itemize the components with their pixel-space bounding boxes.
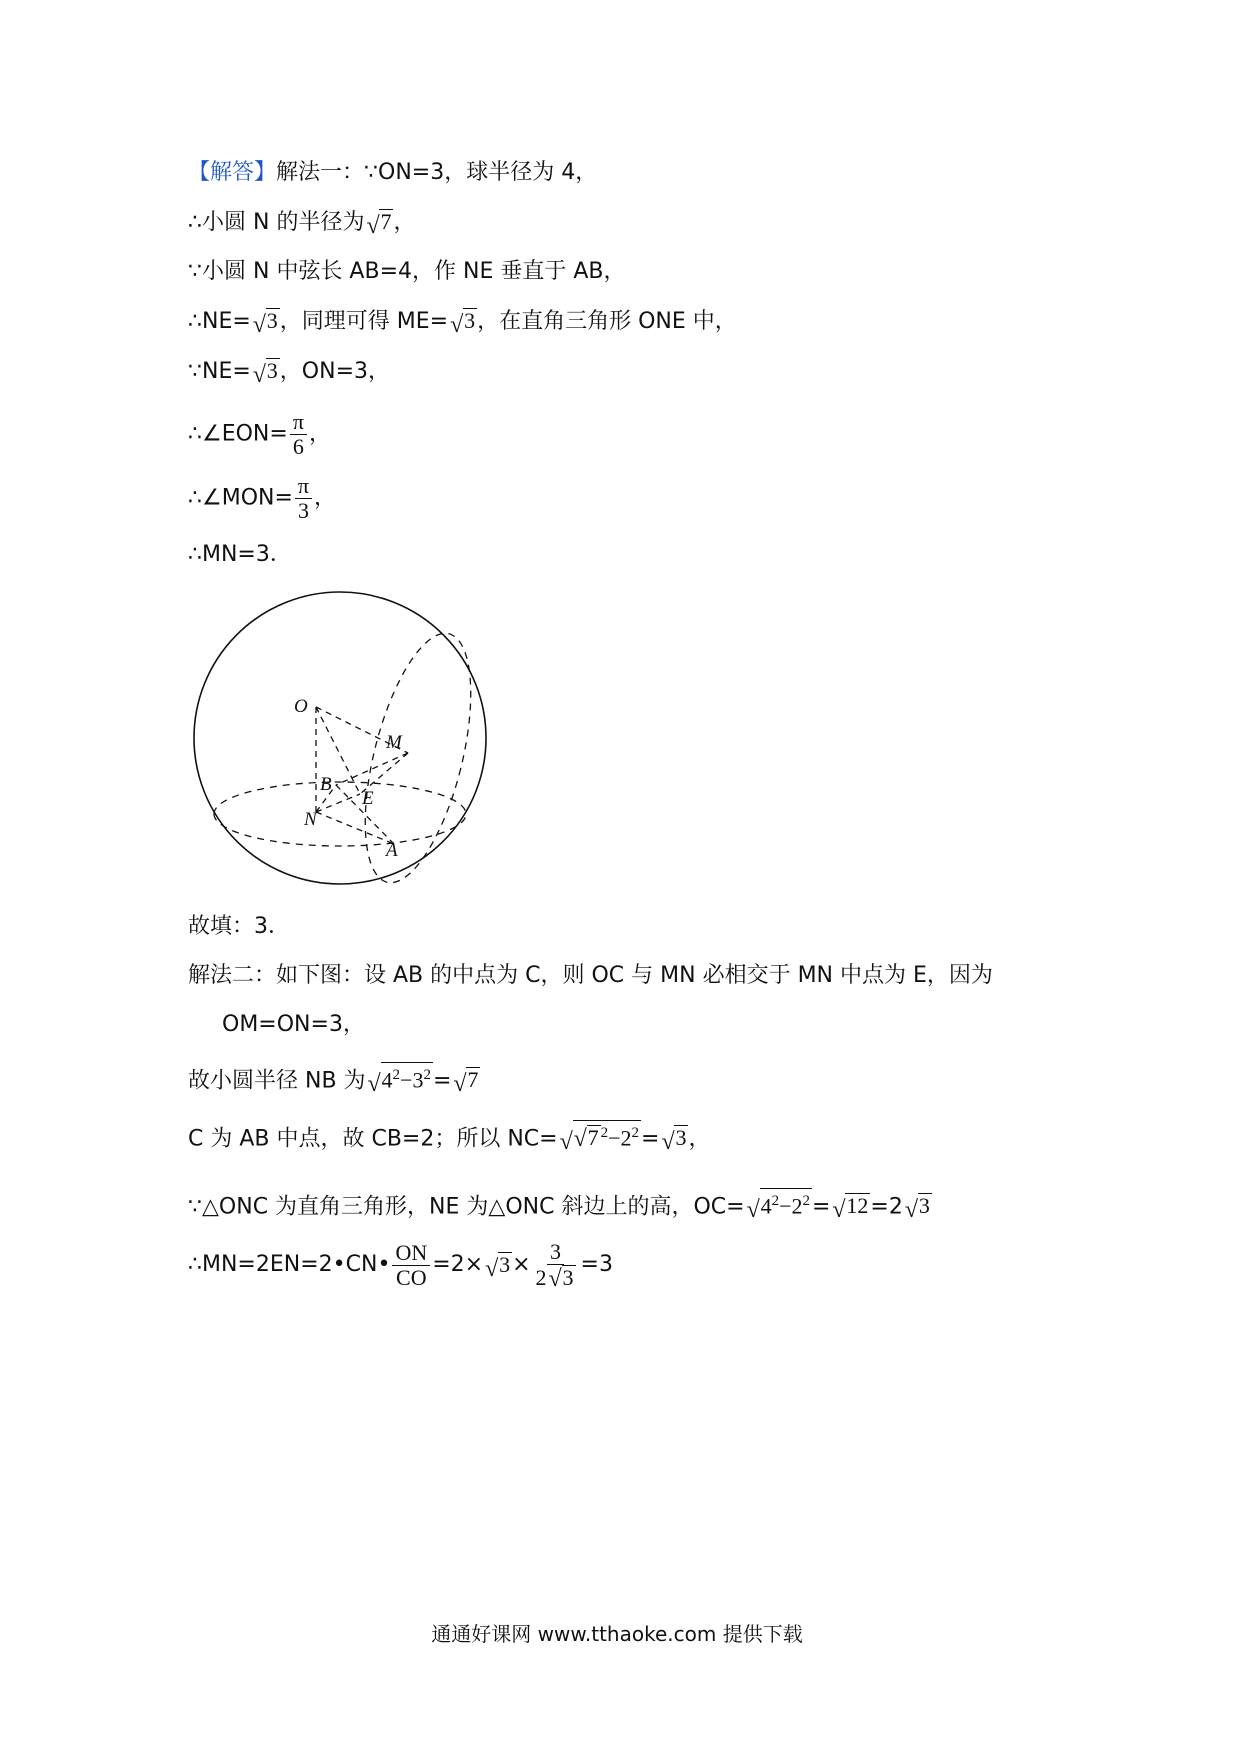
line-5-text: ∵NE= [188,359,251,384]
page-footer: 通通好课网 www.tthaoke.com 提供下载 [431,1622,803,1646]
line-4-post: ，在直角三角形 ONE 中， [477,309,737,334]
sqrt-expression: √ √ 7 $^2-2^2$ [560,1120,641,1153]
line-4-mid: ，同理可得 ME= [279,309,449,334]
sphere-figure [190,590,500,890]
sqrt-body: 3 [499,1252,511,1277]
sqrt-expression: √ 12 [832,1193,869,1224]
sqrt-expression: √ 3 [450,308,476,338]
line-4 [188,306,737,336]
sqrt-body: $4^2-3^2$ [381,1062,433,1092]
fraction [290,410,307,459]
sqrt-expression: √ 3 [904,1193,930,1224]
punct: ， [308,421,331,447]
label-O: O [294,696,308,717]
sqrt-body: 3 [464,308,476,333]
sqrt-expression: √ 3 [252,358,278,388]
fill-text: 故填：3． [188,914,290,939]
oc-line [188,1188,932,1224]
line-2-text: ∴小圆 N 的半径为 [188,210,365,235]
line-1 [188,158,597,188]
sqrt-expression: √ 7 [453,1067,479,1098]
punct: ， [393,210,416,235]
line-4-text: ∴NE= [188,309,251,334]
horizontal-circle-front [214,814,466,846]
sqrt-body: √ 7 $^2-2^2$ [573,1120,641,1150]
label-N: N [304,809,317,830]
sqrt-body: 3 [918,1193,930,1219]
equals: = [641,1126,660,1152]
mn-text: ∴MN=2EN=2•CN• [188,1252,391,1277]
method-two-line-2 [222,1010,365,1040]
sqrt-body: 12 [846,1193,869,1219]
mn-line [188,1240,613,1300]
sqrt-body: 3 [266,358,278,383]
punct: ， [314,485,337,511]
sqrt-expression: √ 3 [661,1125,687,1156]
equals-two: =2 [870,1194,903,1220]
fraction [295,474,312,523]
method-two-text: 解法二：如下图：设 AB 的中点为 C，则 OC 与 MN 必相交于 MN 中点为 E，因为 [188,963,993,988]
label-B: B [320,774,332,795]
tilted-circle [344,623,491,890]
sqrt-body: 7 [380,209,392,234]
line-5-post: ，ON=3， [279,359,391,384]
fraction [392,1241,430,1290]
line-3-text: ∵小圆 N 中弦长 AB=4，作 NE 垂直于 AB， [188,259,626,284]
nc-text: C 为 AB 中点，故 CB=2；所以 NC= [188,1126,558,1152]
sqrt-expression: √ 3 [485,1252,511,1282]
nb-text: 故小圆半径 NB 为 [188,1068,366,1094]
mn-mid: =2× [432,1252,484,1277]
equals: = [432,1068,452,1094]
line-6-text: ∴∠EON= [188,421,288,447]
fraction-numerator: 3 [547,1240,564,1265]
line-7-text: ∴∠MON= [188,485,293,511]
label-E: E [362,788,374,809]
fraction-numerator: π [290,410,307,435]
punct: ， [688,1126,711,1152]
nc-line [188,1120,710,1156]
sqrt-body: 3 [675,1125,687,1151]
method-two-text-2: OM=ON=3， [222,1012,365,1037]
sqrt-expression: √ 7 [366,209,392,239]
sqrt-body: 3 [266,308,278,333]
line-2 [188,207,415,237]
line-7 [188,474,336,528]
line-6 [188,410,331,464]
label-A: A [386,840,398,861]
sqrt-body: 7 [467,1067,479,1093]
fraction-numerator: ON [392,1241,430,1266]
line-5 [188,356,390,386]
equals: = [811,1194,831,1220]
fill-answer [188,912,290,942]
nb-line [188,1062,480,1098]
sqrt-body: $4^2-2^2$ [760,1188,812,1218]
line-NA [316,812,394,844]
fraction-denominator: 6 [292,434,304,459]
line-8 [188,540,292,570]
fraction [533,1240,579,1290]
sqrt-expression: √ $4^2-2^2$ [747,1188,812,1221]
method-two-line-1 [188,961,993,991]
horizontal-circle-back [214,782,466,814]
oc-text: ∵△ONC 为直角三角形，NE 为△ONC 斜边上的高，OC= [188,1194,745,1220]
fraction-denominator: 2 √ 3 [535,1265,574,1292]
sqrt-expression: √ 3 [252,308,278,338]
fraction-denominator: CO [396,1264,427,1290]
line-1-text: 解法一：∵ON=3，球半径为 4， [276,160,598,185]
sqrt-expression: √ $4^2-3^2$ [368,1062,433,1095]
fraction-numerator: π [295,474,312,499]
answer-heading: 【解答】 [188,160,277,185]
line-8-text: ∴MN=3． [188,542,292,567]
label-M: M [386,732,402,753]
fraction-denominator: 3 [297,498,309,523]
mn-result: =3 [580,1252,613,1277]
line-3 [188,257,626,287]
sphere-outline [194,592,486,884]
times: × [512,1252,531,1277]
